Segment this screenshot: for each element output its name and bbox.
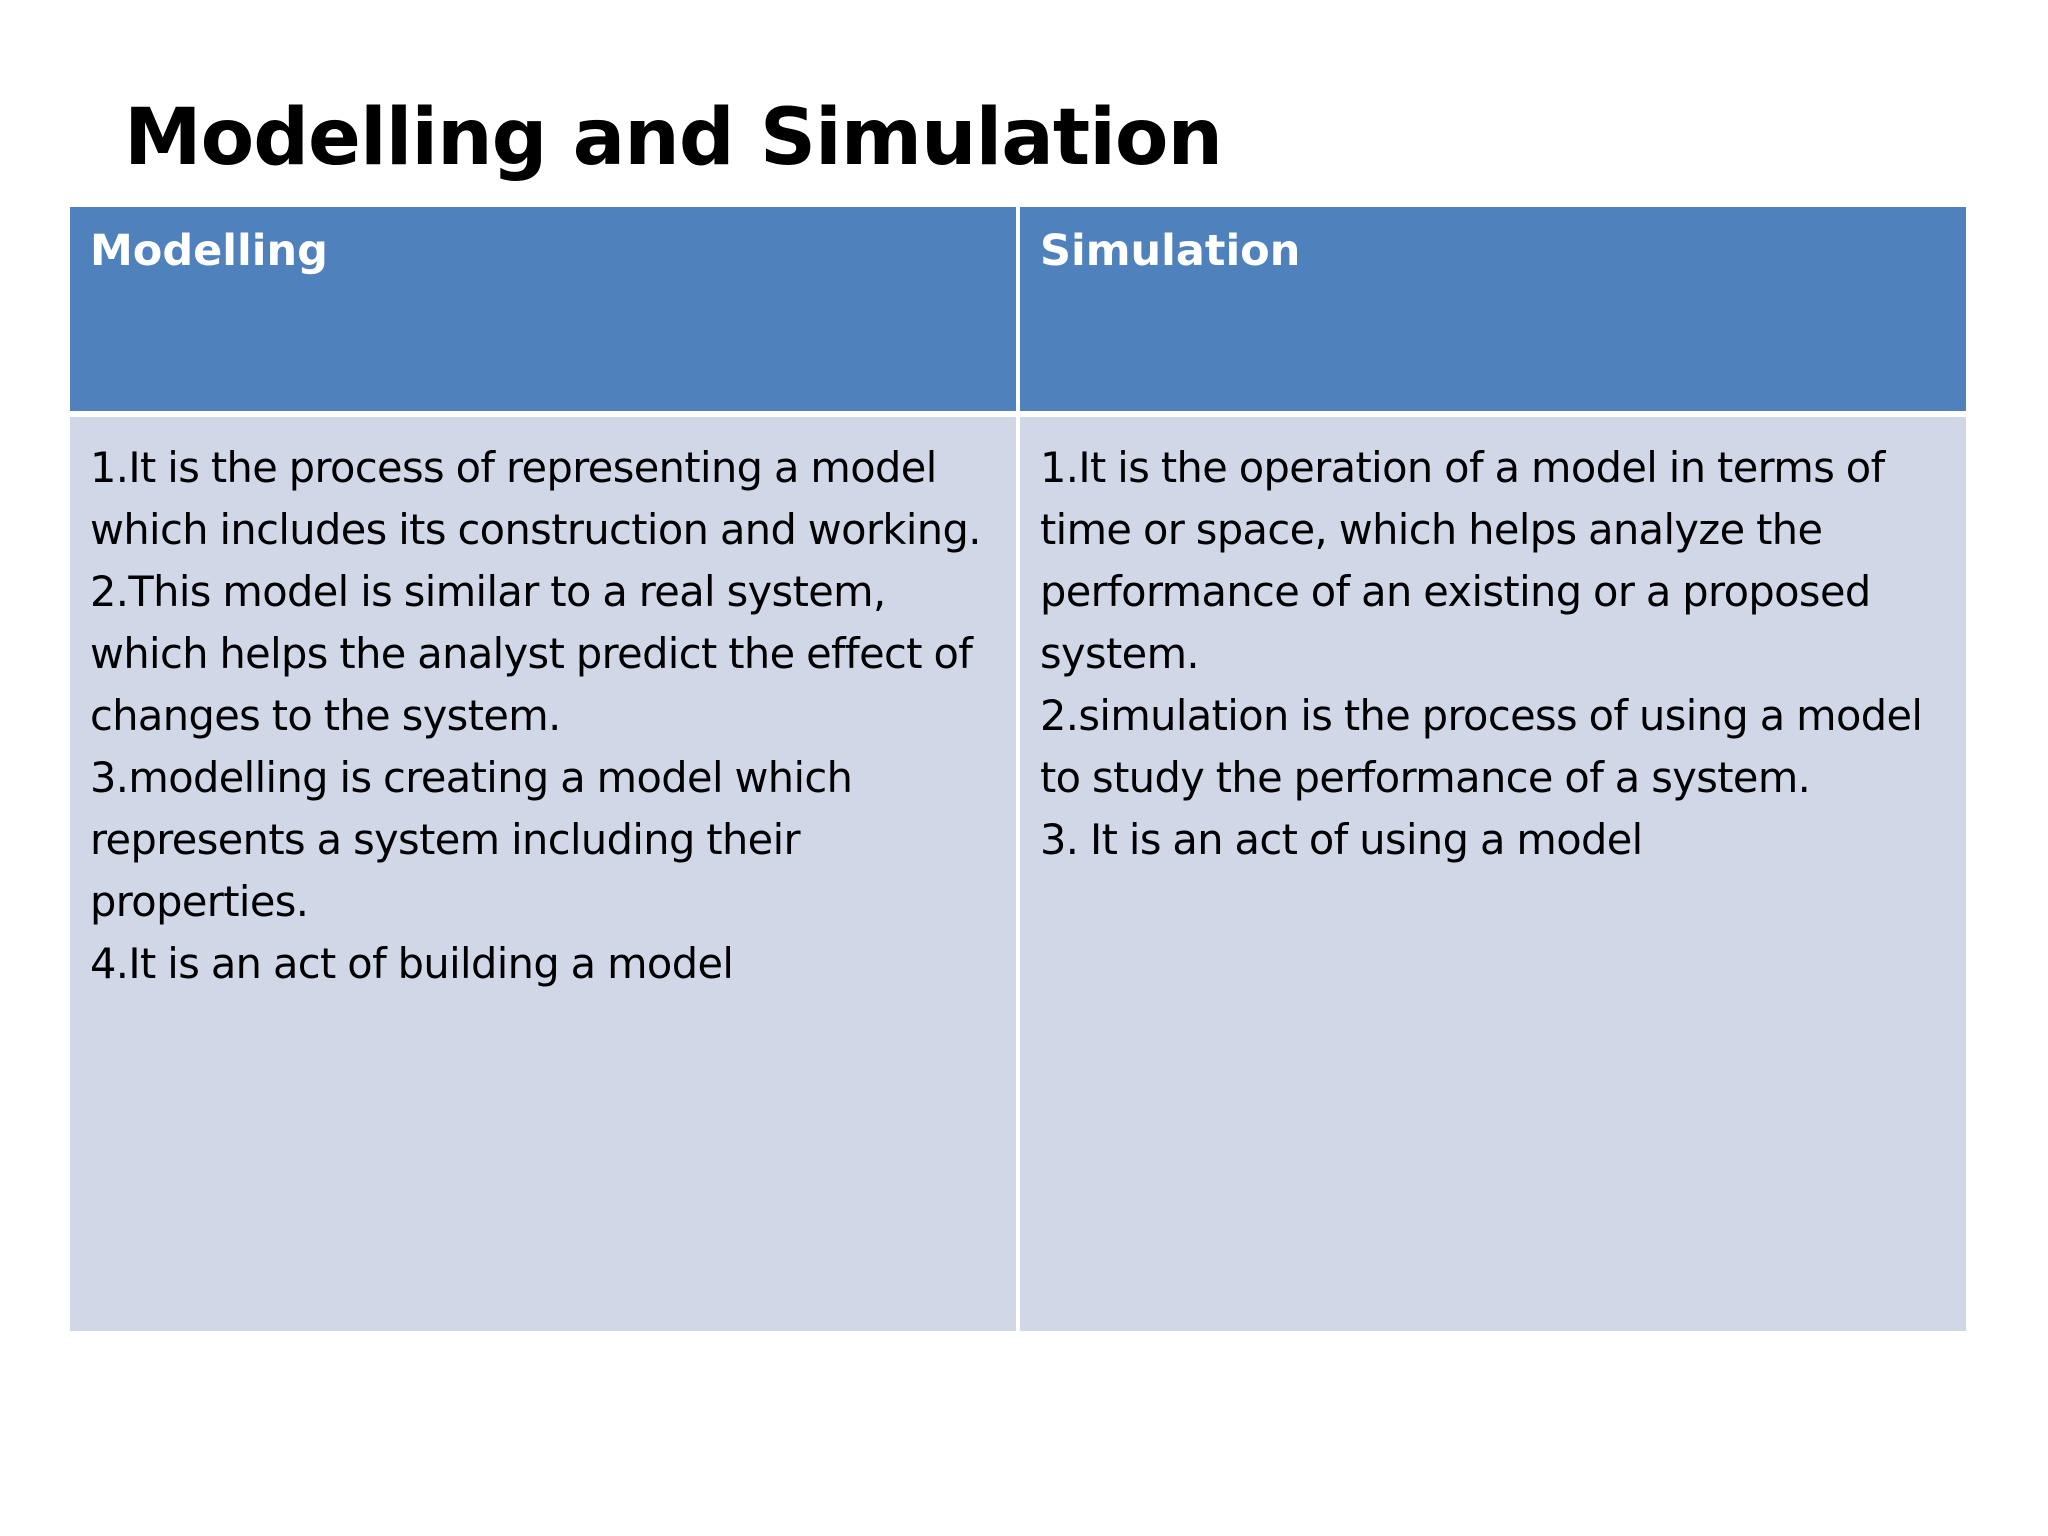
simulation-point: 2.simulation is the process of using a model to study the performance of a system. — [1040, 691, 1923, 802]
slide-title: Modelling and Simulation — [124, 93, 1223, 183]
modelling-point: 4.It is an act of building a model — [90, 939, 734, 988]
simulation-point: 1.It is the operation of a model in terms of time or space, which helps analyze the performance of an existing or a proposed system. — [1040, 443, 1885, 678]
modelling-cell — [70, 417, 1016, 1331]
modelling-point: 3.modelling is creating a model which represents a system including their properties. — [90, 753, 853, 926]
table-header-modelling: Modelling — [70, 207, 1016, 411]
simulation-point: 3. It is an act of using a model — [1040, 815, 1643, 864]
table-header-simulation: Simulation — [1020, 207, 1966, 411]
simulation-cell — [1020, 417, 1966, 1331]
modelling-point: 2.This model is similar to a real system, which helps the analyst predict the effect of changes to the system. — [90, 567, 973, 740]
modelling-point: 1.It is the process of representing a model which includes its construction and working. — [90, 443, 981, 554]
comparison-table — [70, 207, 1978, 1341]
